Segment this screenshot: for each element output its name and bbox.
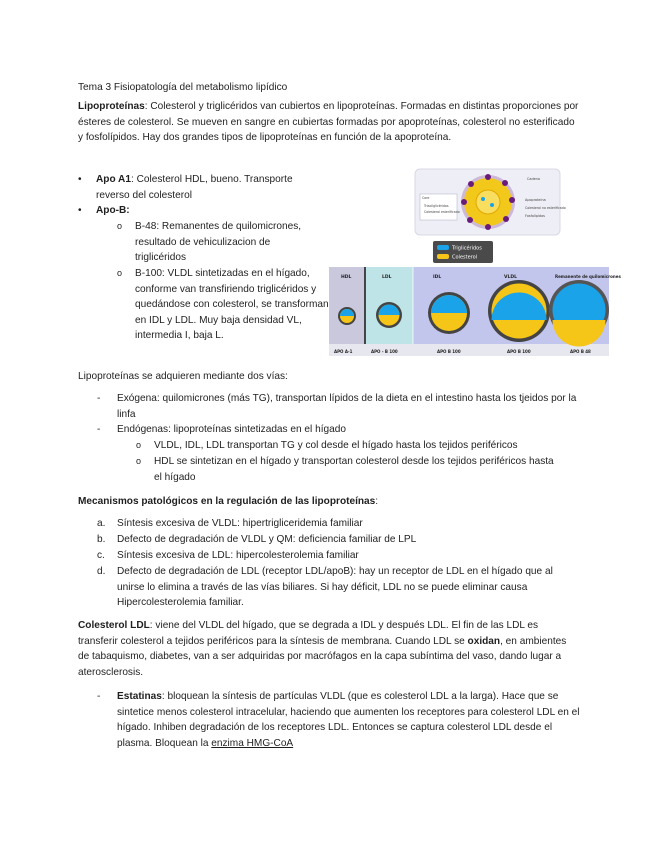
lipoprotein-figure: [329, 166, 621, 356]
apo-a1-term: Apo A1: [96, 174, 131, 185]
apo-label-remanente: APO B 48: [570, 349, 591, 354]
particle-ldl: [376, 302, 402, 328]
endogena-sub-1: [136, 438, 580, 454]
sub-bullet-o: o: [117, 268, 123, 278]
ldl-text-1: : viene del VLDL del hígado, que se degrada a IDL y después LDL. El fin de las LDL es transferir colesterol a tejidos periféricos para la síntesis de membrana. Cuando LDL se: [78, 620, 539, 647]
header-vldl: VLDL: [504, 275, 517, 280]
mecanismo-marker: d.: [97, 566, 106, 577]
mecanismo-item: [97, 516, 581, 532]
lipoprotein-structure-diagram: [461, 174, 515, 230]
endogena-sub-2: [136, 454, 558, 485]
exogena-text: Exógena: quilomicrones (más TG), transportan lípidos de la dieta en el intestino hasta los tjeidos por la linfa: [117, 393, 577, 420]
legend-col-label: Colesterol: [452, 254, 478, 261]
document-title: Tema 3 Fisiopatología del metabolismo lipídico: [78, 82, 288, 93]
mecanismo-marker: a.: [97, 518, 106, 529]
sub-item-b48: [117, 219, 315, 266]
core-label-col: Colesterol esterificado: [424, 210, 460, 214]
bullet-apo-a1: [78, 172, 310, 203]
apo-label-vldl: APO B 100: [507, 349, 531, 354]
bullet-dash: -: [97, 691, 101, 702]
label-cadena: Cadena: [527, 177, 540, 181]
header-idl: IDL: [433, 275, 442, 280]
intro-paragraph: [78, 99, 580, 146]
legend-col-swatch: [437, 254, 449, 259]
mecanismo-item: [97, 564, 581, 611]
ldl-text-2: , en ambientes de tabaquismo, diabetes, van a ser adquiridas por macrófagos en la capa subíntima del vaso, dando lugar a aterosclerosis.: [78, 635, 567, 678]
estatinas-text: : bloquean la síntesis de partículas VLDL (que es colesterol LDL a la larga). Hace que se sintetice menos colesterol intracelular, haciendo que aumenten los receptores para colesterol LDL en el hígado. Inhiben degradación de los receptores LDL. Entonces se captura colesterol LDL desde el plasma. Bloquean la: [117, 691, 580, 749]
endogena-sub-1-text: VLDL, IDL, LDL transportan TG y col desde el hígado hasta los tejidos periféricos: [154, 440, 518, 451]
apo-a1-text: : Colesterol HDL, bueno. Transporte reverso del colesterol: [96, 174, 293, 201]
particle-idl: [428, 292, 470, 334]
sub-bullet-o: o: [136, 456, 142, 466]
intro-term: Lipoproteínas: [78, 101, 145, 112]
apo-b-colon: :: [126, 205, 130, 216]
mecanismo-text: Síntesis excesiva de LDL: hipercolesterolemia familiar: [117, 550, 359, 561]
apo-label-hdl: APO A-1: [334, 349, 353, 354]
header-remanente: Remanente de quilomicrones: [555, 274, 621, 279]
mecanismo-text: Síntesis excesiva de VLDL: hipertrigliceridemia familiar: [117, 518, 363, 529]
label-colesterol-no-esterificado: Colesterol no esterificado: [525, 206, 566, 210]
apo-label-idl: APO B 100: [437, 349, 461, 354]
estatinas-term: Estatinas: [117, 691, 162, 702]
mecanismo-item: [97, 548, 581, 564]
apo-label-ldl: APO - B 100: [371, 349, 398, 354]
mecanismo-item: [97, 532, 581, 548]
estatinas-item: [97, 689, 581, 751]
via-endogena: [97, 422, 581, 438]
legend-trig-label: Triglicéridos: [452, 245, 482, 252]
bullet-dash: -: [97, 393, 101, 404]
mecanismos-colon: :: [375, 496, 379, 507]
enzima-link[interactable]: enzima HMG-CoA: [211, 737, 294, 749]
sub-bullet-o: o: [117, 221, 123, 231]
particle-hdl: [338, 307, 356, 325]
bullet-dash: -: [97, 424, 101, 435]
sub-item-b100: [117, 266, 349, 344]
bullet-dot: •: [78, 205, 82, 216]
header-hdl: HDL: [341, 275, 352, 280]
ldl-term: Colesterol LDL: [78, 620, 150, 631]
header-ldl: LDL: [382, 275, 392, 280]
apo-b-term: Apo-B: [96, 205, 127, 216]
legend-trig-swatch: [437, 245, 449, 250]
core-label-title: Core: [422, 196, 430, 200]
mecanismo-marker: b.: [97, 534, 106, 545]
mecanismo-marker: c.: [97, 550, 105, 561]
mecanismo-text: Defecto de degradación de VLDL y QM: deficiencia familiar de LPL: [117, 534, 417, 545]
bullet-apo-b: [78, 203, 310, 219]
vias-intro: Lipoproteínas se adquieren mediante dos vías:: [78, 371, 288, 382]
mecanismos-title: Mecanismos patológicos en la regulación de las lipoproteínas: [78, 496, 376, 507]
b100-text: B-100: VLDL sintetizadas en el hígado, conforme van transfiriendo triglicéridos y quedándose con colesterol, se transforman en IDL y LDL. Muy baja densidad VL, intermedia I, baja L.: [135, 268, 329, 342]
ldl-oxidan: oxidan: [467, 635, 501, 647]
particle-vldl: [488, 280, 550, 342]
bullet-dot: •: [78, 174, 82, 185]
via-exogena: [97, 391, 581, 422]
ldl-paragraph: [78, 618, 580, 680]
endogena-sub-2-text: HDL se sintetizan en el hígado y transportan colesterol desde los tejidos periféricos hasta el hígado: [154, 456, 554, 483]
core-label-trig: Triacilglicéridos: [424, 204, 449, 208]
sub-bullet-o: o: [136, 440, 142, 450]
lipoprotein-illustration: [329, 166, 621, 356]
b48-text: B-48: Remanentes de quilomicrones, resultado de vehiculizacion de triglicéridos: [135, 221, 302, 264]
label-fosfolipidos: Fosfolípidos: [525, 214, 545, 218]
endogena-text: Endógenas: lipoproteínas sintetizadas en el hígado: [117, 424, 346, 435]
mecanismos-heading: [78, 494, 580, 510]
intro-text: : Colesterol y triglicéridos van cubiertos en lipoproteínas. Formadas en distintas proporciones por ésteres de colesterol. Se mueven en sangre en cubiertas formadas por apoproteínas, colesterol no esterificado y fosfolípidos. Hay dos grandes tipos de lipoproteínas en función de la apoproteína.: [78, 101, 579, 144]
label-apoproteina: Apoproteína: [525, 198, 546, 202]
mecanismo-text: Defecto de degradación de LDL (receptor LDL/apoB): hay un receptor de LDL en el hígado que al unirse lo elimina a través de las vías biliares. Si hay déficit, LDL no se puede eliminar causa Hipercolesterolemia familiar.: [117, 566, 553, 609]
